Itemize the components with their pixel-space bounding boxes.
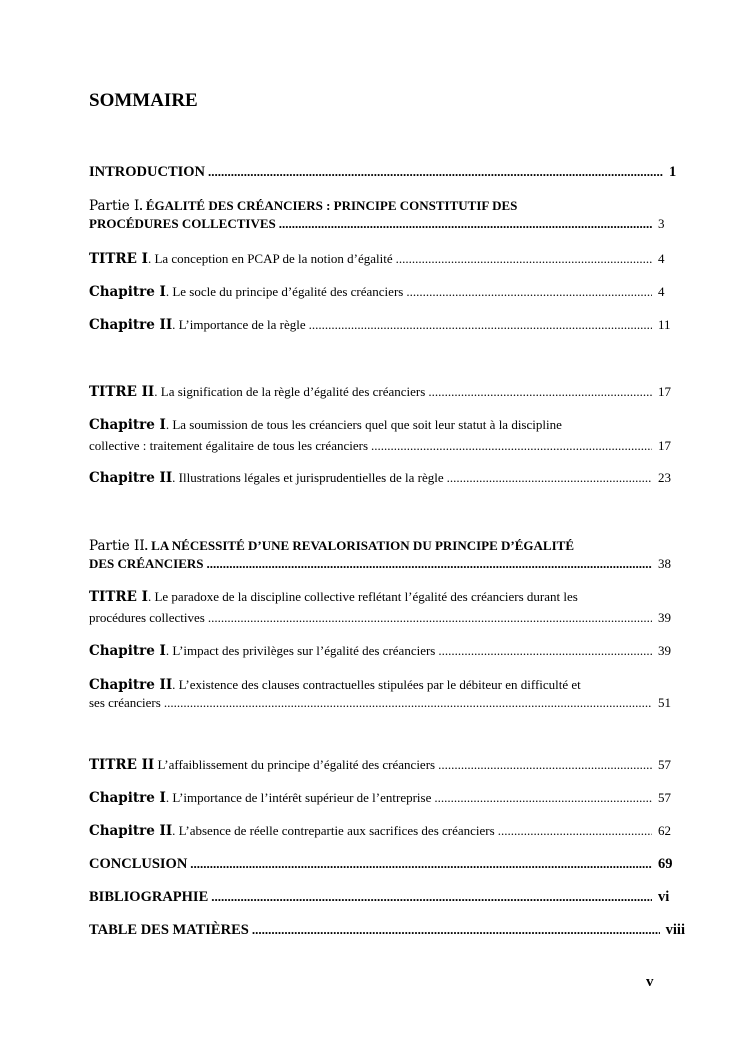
leader-dots (211, 888, 652, 906)
toc-page: 23 (658, 470, 671, 485)
toc-text-continued: procédures collectives (89, 610, 205, 625)
toc-label: TITRE I (89, 589, 148, 605)
toc-text: . L’importance de l’intérêt supérieur de l’entreprise (165, 790, 432, 805)
toc-page: 62 (658, 823, 671, 838)
toc-page: 38 (658, 556, 671, 571)
toc-page: 4 (658, 251, 665, 266)
toc-label: TITRE II (89, 384, 155, 400)
toc-entry-chapitre-2[interactable] (89, 316, 674, 334)
leader-dots (447, 469, 652, 487)
toc-entry-chapitre-1d[interactable] (89, 789, 674, 807)
toc-label: INTRODUCTION (89, 164, 206, 180)
toc-text-continued: DES CRÉANCIERS (89, 556, 204, 571)
toc-entry-chapitre-2d[interactable] (89, 822, 674, 840)
toc-label: Chapitre I (89, 790, 166, 806)
toc-label: Chapitre I (89, 284, 166, 300)
toc-entry-table-des-matieres[interactable] (89, 921, 685, 939)
toc-text: L’affaiblissement du principe d’égalité des créanciers (154, 757, 436, 772)
toc-label: Chapitre II (89, 317, 173, 333)
toc-label: Chapitre II (89, 823, 173, 839)
toc-entry-titre-1b[interactable] (89, 588, 674, 627)
toc-entry-chapitre-1[interactable] (89, 283, 674, 301)
toc-label: Partie II (89, 538, 145, 554)
toc-entry-chapitre-1c[interactable] (89, 642, 674, 660)
toc-page: 17 (658, 438, 671, 453)
toc-text: . LA NÉCESSITÉ D’UNE REVALORISATION DU PRINCIPE D’ÉGALITÉ (144, 538, 575, 553)
toc-label: Chapitre I (89, 417, 166, 433)
toc-label: Chapitre I (89, 643, 166, 659)
toc-text: . Le socle du principe d’égalité des créanciers (165, 284, 404, 299)
toc-text: . L’absence de réelle contrepartie aux sacrifices des créanciers (172, 823, 495, 838)
toc-page: 57 (658, 757, 671, 772)
leader-dots (207, 555, 653, 573)
toc-page: vi (658, 889, 670, 905)
toc-label: TITRE II (89, 757, 155, 773)
toc-text: . Le paradoxe de la discipline collective reflétant l’égalité des créanciers durant les (147, 589, 578, 604)
toc-entry-partie-1[interactable] (89, 197, 674, 233)
toc-text: . Illustrations légales et jurisprudentielles de la règle (172, 470, 444, 485)
leader-dots (190, 855, 652, 873)
page-title: SOMMAIRE (89, 90, 198, 111)
toc-page: 69 (658, 856, 673, 872)
toc-entry-chapitre-1b[interactable] (89, 416, 674, 455)
toc-entry-introduction[interactable] (89, 163, 685, 181)
toc-text: . La soumission de tous les créanciers quel que soit leur statut à la discipline (165, 417, 562, 432)
toc-text: . ÉGALITÉ DES CRÉANCIERS : PRINCIPE CONSTITUTIF DES (139, 198, 518, 213)
toc-page: 57 (658, 790, 671, 805)
toc-label: Partie I (89, 198, 140, 214)
toc-entry-titre-2b[interactable] (89, 756, 674, 774)
toc-text: . L’impact des privilèges sur l’égalité des créanciers (165, 643, 436, 658)
toc-text-continued: collective : traitement égalitaire de tous les créanciers (89, 438, 369, 453)
leader-dots (309, 316, 652, 334)
toc-text: . La signification de la règle d’égalité des créanciers (154, 384, 426, 399)
toc-page: 4 (658, 284, 665, 299)
toc-page: 51 (658, 695, 671, 710)
toc-page: 39 (658, 643, 671, 658)
page-number: v (646, 974, 654, 990)
toc-label: Chapitre II (89, 677, 173, 693)
toc-page: 1 (669, 164, 677, 180)
leader-dots (434, 789, 652, 807)
toc-page: 39 (658, 610, 671, 625)
toc-entry-titre-2[interactable] (89, 383, 674, 401)
leader-dots (396, 250, 652, 268)
leader-dots (371, 437, 652, 455)
toc-label: TITRE I (89, 251, 148, 267)
leader-dots (164, 694, 652, 712)
toc-entry-chapitre-2c[interactable] (89, 676, 674, 712)
toc-page: 11 (658, 317, 671, 332)
toc-page: 3 (658, 216, 665, 231)
leader-dots (406, 283, 652, 301)
toc-entry-chapitre-2b[interactable] (89, 469, 674, 487)
leader-dots (252, 921, 660, 939)
leader-dots (428, 383, 652, 401)
toc-page: viii (665, 922, 685, 938)
toc-text-continued: ses créanciers (89, 695, 161, 710)
leader-dots (208, 163, 663, 181)
toc-entry-conclusion[interactable] (89, 855, 674, 873)
leader-dots (279, 215, 652, 233)
toc-entry-bibliographie[interactable] (89, 888, 674, 906)
leader-dots (438, 756, 652, 774)
toc-text: . L’importance de la règle (172, 317, 306, 332)
toc-label: Chapitre II (89, 470, 173, 486)
leader-dots (498, 822, 652, 840)
leader-dots (438, 642, 652, 660)
toc-label: TABLE DES MATIÈRES (89, 922, 249, 938)
toc-text: . L’existence des clauses contractuelles stipulées par le débiteur en difficulté et (172, 677, 581, 692)
toc-page: 17 (658, 384, 671, 399)
toc-text-continued: PROCÉDURES COLLECTIVES (89, 216, 276, 231)
leader-dots (208, 609, 652, 627)
toc-label: CONCLUSION (89, 856, 188, 872)
toc-entry-titre-1[interactable] (89, 250, 674, 268)
toc-text: . La conception en PCAP de la notion d’égalité (147, 251, 393, 266)
toc-label: BIBLIOGRAPHIE (89, 889, 209, 905)
toc-entry-partie-2[interactable] (89, 537, 674, 573)
